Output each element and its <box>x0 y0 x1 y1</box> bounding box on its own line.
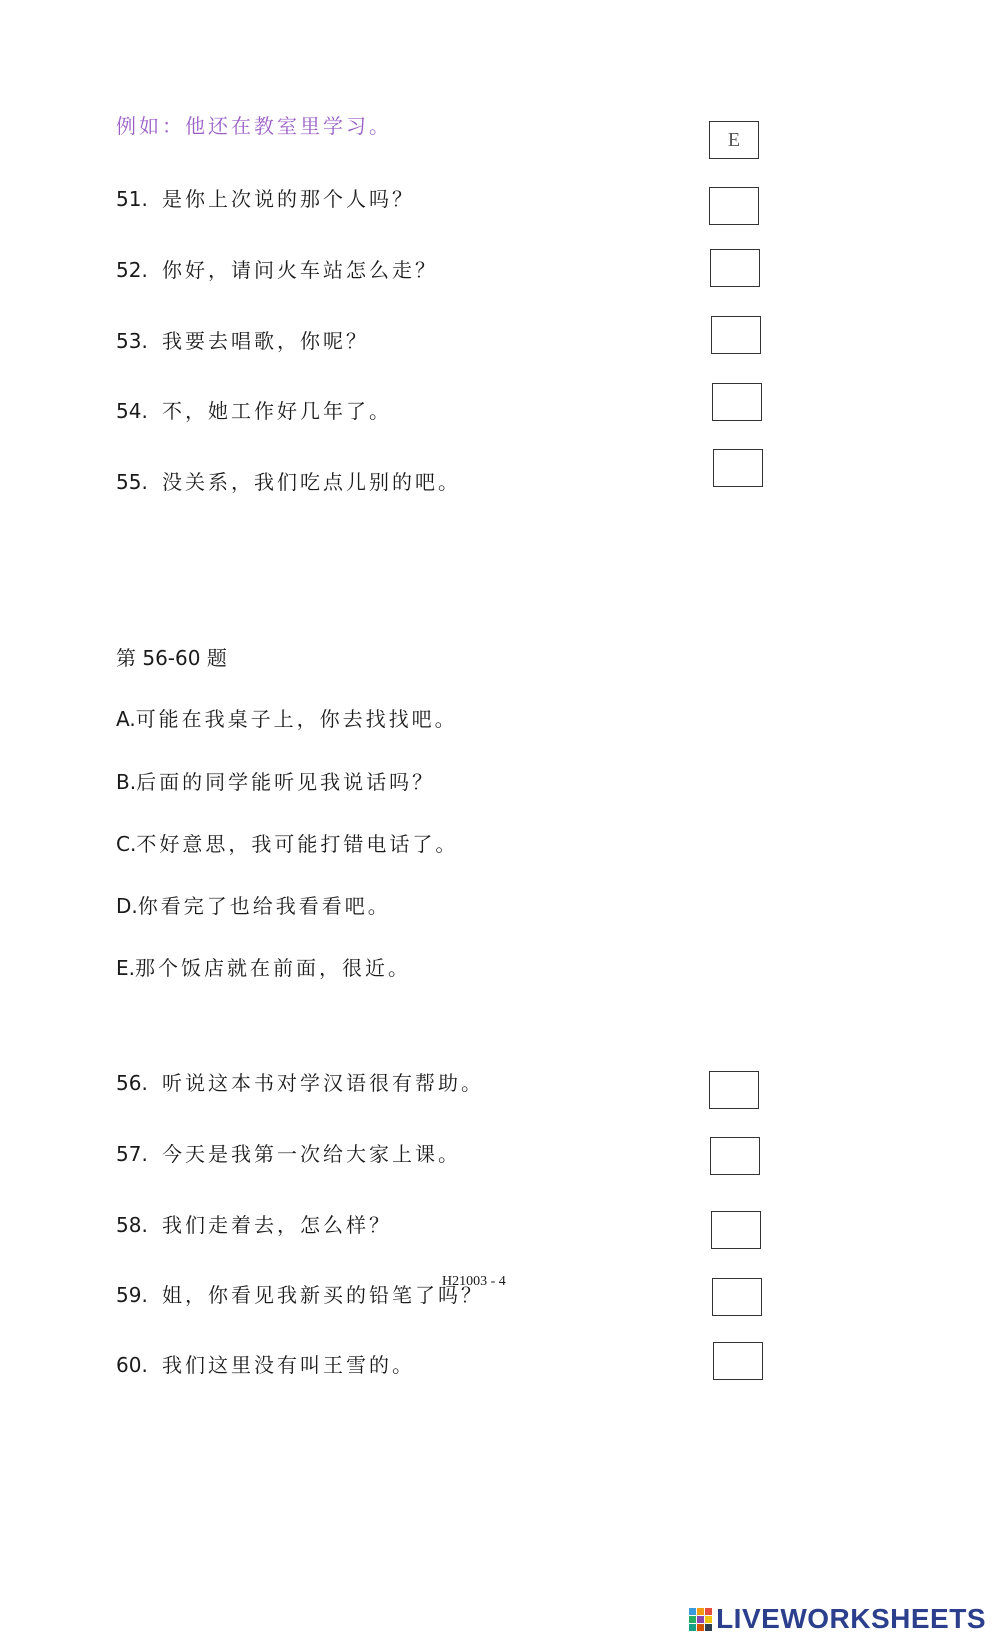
brand-grid-cell <box>705 1624 712 1631</box>
option-letter: A. <box>116 707 136 731</box>
option-letter: E. <box>116 956 135 980</box>
question-number: 58. <box>116 1213 148 1237</box>
option-letter: B. <box>116 770 137 794</box>
question-text: 没关系，我们吃点儿别的吧。 <box>162 470 461 494</box>
question-text: 我要去唱歌，你呢？ <box>162 329 369 353</box>
answer-box-57[interactable] <box>710 1137 760 1175</box>
question-text: 是你上次说的那个人吗？ <box>162 187 415 211</box>
question-59 <box>116 1285 484 1305</box>
question-number: 51. <box>116 187 148 211</box>
option-b <box>116 772 435 792</box>
question-52 <box>116 260 438 280</box>
option-text: 可能在我桌子上，你去找找吧。 <box>135 707 458 731</box>
brand-grid-cell <box>705 1616 712 1623</box>
question-60 <box>116 1355 415 1375</box>
question-text: 我们走着去，怎么样？ <box>162 1213 392 1237</box>
example-answer-box: E <box>709 121 759 159</box>
answer-box-60[interactable] <box>713 1342 763 1380</box>
question-text: 我们这里没有叫王雪的。 <box>162 1353 415 1377</box>
question-53 <box>116 331 369 351</box>
brand-grid-cell <box>689 1624 696 1631</box>
option-text: 那个饭店就在前面，很近。 <box>135 956 411 980</box>
brand-grid-cell <box>689 1616 696 1623</box>
question-number: 56. <box>116 1071 148 1095</box>
section-title <box>116 648 227 668</box>
question-55 <box>116 472 461 492</box>
question-number: 60. <box>116 1353 148 1377</box>
section-prefix: 第 <box>116 646 143 670</box>
brand-grid-cell <box>689 1608 696 1615</box>
brand-grid-cell <box>705 1608 712 1615</box>
question-number: 55. <box>116 470 148 494</box>
option-e <box>116 958 411 978</box>
liveworksheets-logo <box>689 1603 986 1635</box>
answer-box-51[interactable] <box>709 187 759 225</box>
question-number: 53. <box>116 329 148 353</box>
section-suffix: 题 <box>200 646 227 670</box>
brand-grid-cell <box>697 1624 704 1631</box>
option-c <box>116 834 458 854</box>
option-letter: C. <box>116 832 137 856</box>
answer-box-52[interactable] <box>710 249 760 287</box>
question-text: 你好，请问火车站怎么走？ <box>162 258 438 282</box>
question-number: 54. <box>116 399 148 423</box>
option-text: 你看完了也给我看看吧。 <box>137 894 391 918</box>
answer-box-59[interactable] <box>712 1278 762 1316</box>
question-51 <box>116 189 415 209</box>
option-text: 后面的同学能听见我说话吗？ <box>136 770 436 794</box>
option-letter: D. <box>116 894 138 918</box>
option-d <box>116 896 391 916</box>
option-a <box>116 709 458 729</box>
question-56 <box>116 1073 484 1093</box>
example-sentence <box>116 116 392 136</box>
question-57 <box>116 1144 461 1164</box>
brand-grid-icon <box>689 1608 712 1631</box>
question-text: 不，她工作好几年了。 <box>162 399 392 423</box>
question-number: 59. <box>116 1283 148 1307</box>
question-text: 今天是我第一次给大家上课。 <box>162 1142 461 1166</box>
page-code: H21003 - 4 <box>442 1274 506 1289</box>
answer-box-58[interactable] <box>711 1211 761 1249</box>
brand-name: LIVEWORKSHEETS <box>716 1603 986 1634</box>
answer-box-54[interactable] <box>712 383 762 421</box>
example-text: 例如：他还在教室里学习。 <box>116 114 392 138</box>
brand-grid-cell <box>697 1608 704 1615</box>
question-58 <box>116 1215 392 1235</box>
question-54 <box>116 401 392 421</box>
question-number: 57. <box>116 1142 148 1166</box>
question-number: 52. <box>116 258 148 282</box>
question-text: 姐，你看见我新买的铅笔了吗？ <box>162 1283 484 1307</box>
answer-box-53[interactable] <box>711 316 761 354</box>
answer-box-56[interactable] <box>709 1071 759 1109</box>
answer-box-55[interactable] <box>713 449 763 487</box>
question-text: 听说这本书对学汉语很有帮助。 <box>162 1071 484 1095</box>
option-text: 不好意思，我可能打错电话了。 <box>136 832 459 856</box>
section-range: 56-60 <box>142 646 201 670</box>
brand-grid-cell <box>697 1616 704 1623</box>
